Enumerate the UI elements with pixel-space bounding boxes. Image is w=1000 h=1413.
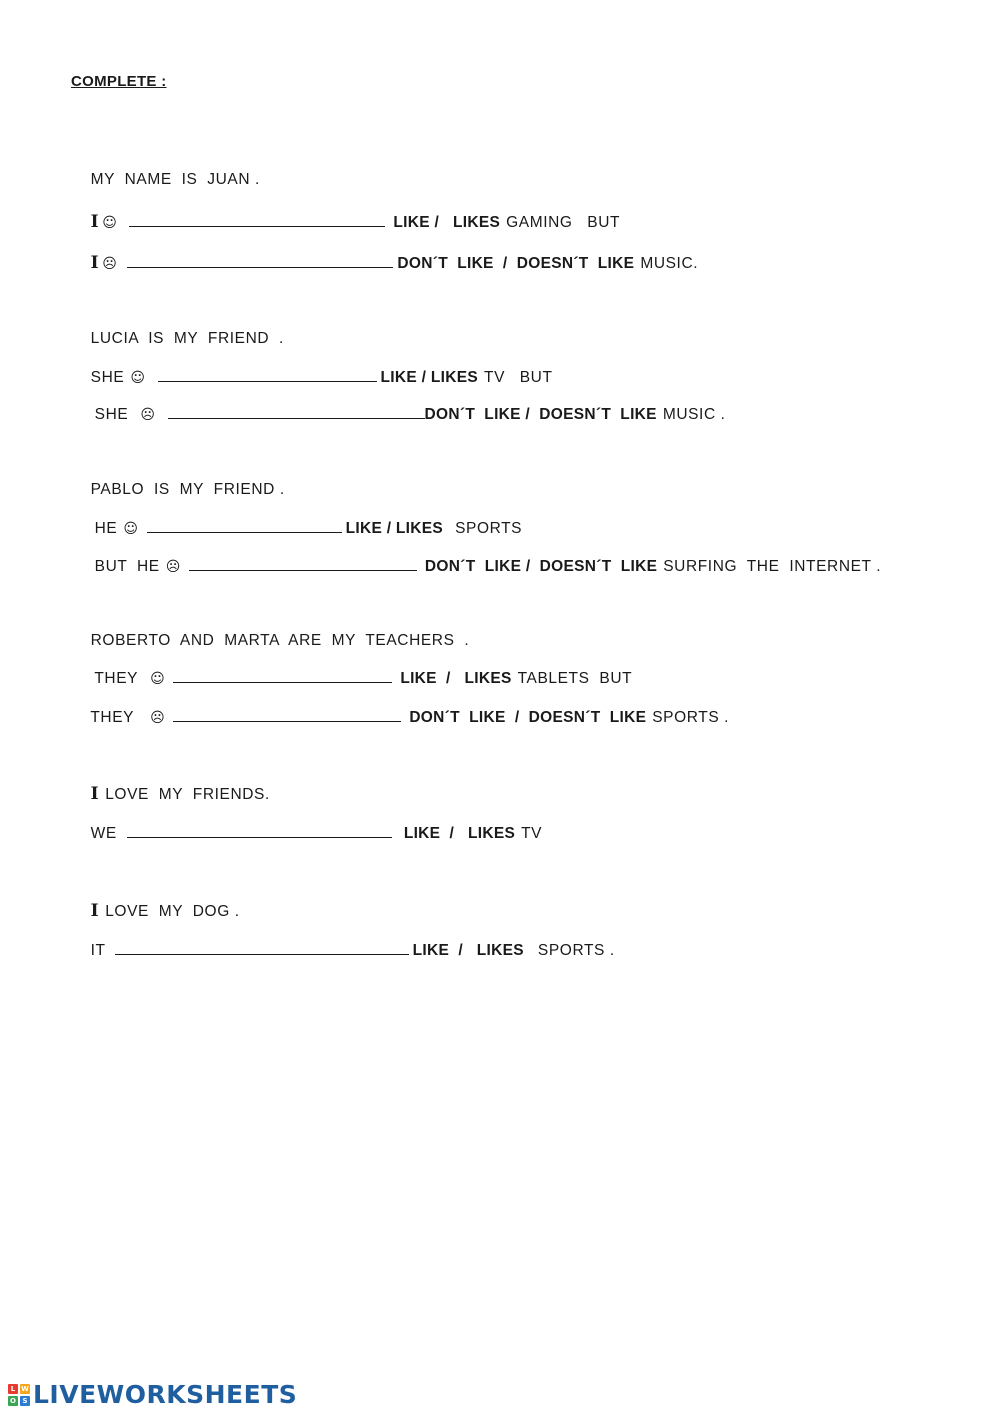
- frown-icon: ☹: [165, 559, 181, 575]
- sentence-rest: TV BUT: [484, 369, 553, 386]
- brand-name: LIVEWORKSHEETS: [33, 1380, 298, 1409]
- smile-icon: ☺: [123, 521, 139, 537]
- sentence-rest: SPORTS .: [537, 942, 615, 959]
- answer-blank[interactable]: [168, 404, 425, 419]
- sentence-text: LUCIA IS MY FRIEND .: [90, 330, 284, 347]
- subject-word: I: [90, 784, 100, 804]
- subject-word: I: [90, 253, 100, 273]
- frown-icon: ☹: [102, 256, 118, 272]
- subject-word: I: [90, 901, 100, 921]
- verb-options: LIKE / LIKES: [412, 942, 524, 959]
- verb-options: LIKE / LIKES: [403, 825, 516, 842]
- liveworksheets-logo: [8, 1380, 297, 1409]
- subject-word: SHE: [90, 369, 125, 386]
- smile-icon: ☺: [102, 215, 118, 231]
- subject-word: IT: [90, 942, 106, 959]
- sentence-rest: MUSIC .: [662, 406, 726, 423]
- sentence-rest: GAMING BUT: [506, 214, 621, 231]
- answer-blank[interactable]: [158, 367, 377, 382]
- verb-options: LIKE / LIKES: [393, 214, 501, 231]
- verb-options: DON´T LIKE / DOESN´T LIKE: [424, 406, 657, 423]
- frown-icon: ☹: [140, 407, 156, 423]
- subject-word: I: [90, 212, 100, 232]
- smile-icon: ☺: [150, 671, 166, 687]
- sentence-text: ROBERTO AND MARTA ARE MY TEACHERS .: [90, 632, 470, 649]
- verb-options: DON´T LIKE / DOESN´T LIKE: [424, 558, 658, 575]
- verb-options: DON´T LIKE / DOESN´T LIKE: [409, 709, 647, 726]
- sentence-teachers-dislike: [71, 687, 729, 748]
- sentence-rest: SURFING THE INTERNET .: [663, 558, 882, 575]
- logo-tile: L: [8, 1384, 18, 1394]
- logo-tile: O: [8, 1396, 18, 1406]
- sentence-friends-like: [71, 803, 542, 864]
- sentence-text: LOVE MY FRIENDS.: [105, 786, 270, 803]
- logo-tile: S: [20, 1396, 30, 1406]
- sentence-text: MY NAME IS JUAN .: [90, 171, 260, 188]
- subject-word: THEY: [94, 670, 139, 687]
- subject-word: HE: [94, 520, 118, 537]
- answer-blank[interactable]: [173, 707, 401, 722]
- sentence-text: LOVE MY DOG .: [105, 903, 240, 920]
- verb-options: DON´T LIKE / DOESN´T LIKE: [397, 255, 635, 272]
- answer-blank[interactable]: [127, 253, 393, 268]
- logo-grid-icon: [8, 1384, 30, 1406]
- subject-word: THEY: [90, 709, 135, 726]
- logo-tile: W: [21, 1384, 29, 1393]
- sentence-juan-dislike: [71, 233, 698, 294]
- verb-options: LIKE / LIKES: [345, 520, 444, 537]
- smile-icon: ☺: [130, 370, 146, 386]
- answer-blank[interactable]: [189, 556, 417, 571]
- sentence-dog-like: [71, 920, 615, 981]
- sentence-text: PABLO IS MY FRIEND .: [90, 481, 285, 498]
- sentence-rest: SPORTS .: [652, 709, 730, 726]
- subject-word: WE: [90, 825, 117, 842]
- sentence-lucia-dislike: [75, 384, 726, 445]
- subject-word: BUT HE: [94, 558, 160, 575]
- answer-blank[interactable]: [127, 823, 392, 838]
- answer-blank[interactable]: [147, 518, 342, 533]
- sentence-rest: MUSIC.: [640, 255, 699, 272]
- sentence-rest: TV: [521, 825, 543, 842]
- sentence-rest: SPORTS: [455, 520, 523, 537]
- sentence-pablo-dislike: [75, 536, 881, 597]
- verb-options: LIKE / LIKES: [400, 670, 512, 687]
- worksheet-title: COMPLETE :: [71, 73, 167, 90]
- verb-options: LIKE / LIKES: [380, 369, 478, 386]
- answer-blank[interactable]: [129, 212, 385, 227]
- subject-word: SHE: [94, 406, 129, 423]
- frown-icon: ☹: [150, 710, 166, 726]
- sentence-rest: TABLETS BUT: [517, 670, 633, 687]
- answer-blank[interactable]: [115, 940, 409, 955]
- answer-blank[interactable]: [173, 668, 392, 683]
